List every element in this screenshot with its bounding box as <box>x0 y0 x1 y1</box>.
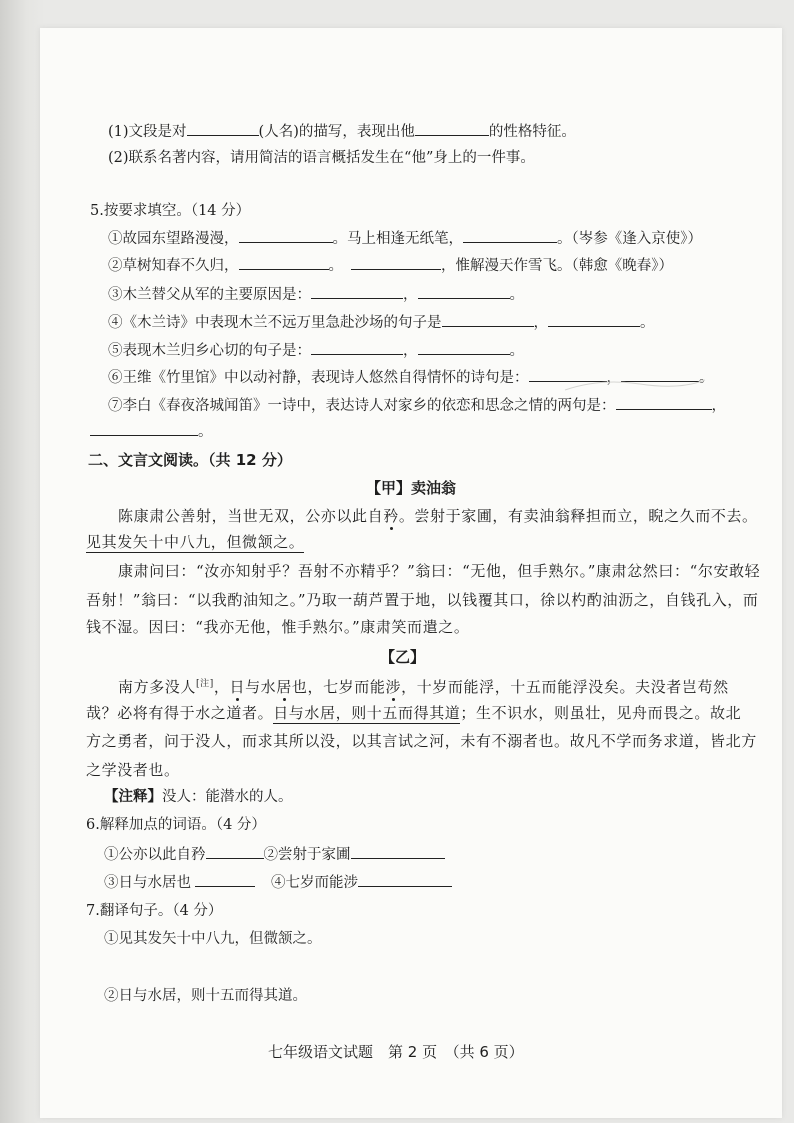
dotted-word: 矜 <box>383 507 399 525</box>
passage-yi-title: 【乙】 <box>380 648 426 666</box>
dotted-word: 居 <box>276 678 292 696</box>
q5-item-text: ， <box>403 287 418 303</box>
underlined-sentence: 见其发矢十中八九，但微颔之。 <box>86 533 305 551</box>
answer-blank[interactable] <box>351 255 441 270</box>
answer-blank[interactable] <box>415 121 489 136</box>
q6-item: ④七岁而能涉 <box>271 875 358 891</box>
q5-item-text: 。 <box>509 343 524 359</box>
q5-item-text: ， <box>403 343 418 359</box>
answer-blank[interactable] <box>90 421 198 436</box>
passage-text: 陈康肃公善射，当世无双，公亦以此自 <box>118 507 384 525</box>
passage-yi-line: 之学没者也。 <box>86 761 180 779</box>
dotted-word: 涉 <box>385 678 402 696</box>
answer-blank[interactable] <box>548 312 640 327</box>
passage-yi-line <box>118 674 729 697</box>
q4-sub1 <box>108 121 576 142</box>
answer-blank[interactable] <box>442 312 534 327</box>
answer-blank[interactable] <box>311 284 403 299</box>
q5-item-text: 。 <box>328 258 343 274</box>
q6-item: ①公亦以此自矜 <box>104 847 206 863</box>
q5-item-text: 。 <box>198 424 213 440</box>
answer-blank[interactable] <box>418 340 510 355</box>
q5-item-5 <box>108 340 524 361</box>
answer-blank[interactable] <box>463 228 557 243</box>
passage-text: 与水 <box>245 678 277 696</box>
note-text: 没人：能潜水的人。 <box>162 789 293 805</box>
q5-item-3 <box>108 284 524 305</box>
answer-blank[interactable] <box>206 844 264 859</box>
passage-jia-line: 康肃问曰：“汝亦知射乎？吾射不亦精乎？”翁曰：“无他，但手熟尔。”康肃忿然曰：“尔安敢轻 <box>118 562 761 580</box>
q5-item-text: ⑥王维《竹里馆》中以动衬静，表现诗人悠然自得情怀的诗句是： <box>108 370 529 386</box>
q5-item-text: ①故园东望路漫漫， <box>108 231 239 247</box>
passage-text: 。尝射于家圃，有卖油翁释担而立，睨之久而不去。 <box>398 507 758 525</box>
q5-item-1 <box>108 228 702 249</box>
q5-item-text: 。 <box>509 287 524 303</box>
passage-jia-line: 钱不湿。因曰：“我亦无他，惟手熟尔。”康肃笑而遣之。 <box>86 618 470 636</box>
q5-item-text: 。 <box>640 315 655 331</box>
passage-text: ， <box>213 678 230 696</box>
q6-item: ③日与水居也 <box>104 875 191 891</box>
q5-item-7-cont <box>90 421 213 442</box>
q5-item-text: ，惟解漫天作雪飞。（韩愈《晚春》） <box>441 258 673 274</box>
q6-item: ②尝射于家圃 <box>263 847 351 863</box>
q5-item-text: 。 <box>699 370 714 386</box>
q6-title: 6.解释加点的词语。（4 分） <box>86 817 266 833</box>
answer-blank[interactable] <box>239 255 329 270</box>
annotation-note <box>104 787 293 807</box>
passage-text: ；生不识水，则虽壮，见舟而畏之。故北 <box>460 704 742 722</box>
dotted-word: 日 <box>229 678 246 696</box>
passage-text: ，十岁而能浮，十五而能浮没矣。夫没者岂苟然 <box>401 678 729 696</box>
answer-blank[interactable] <box>351 844 445 859</box>
q5-item-text: 。马上相逢无纸笔， <box>332 231 463 247</box>
q4-sub1-mid: (人名)的描写，表现出他 <box>258 124 415 140</box>
q5-item-text: 。（岑参《逢入京使》） <box>557 231 702 247</box>
q7-sentence-2: ②日与水居，则十五而得其道。 <box>104 988 307 1004</box>
q5-item-text: ， <box>711 398 726 414</box>
underlined-sentence: 日与水居，则十五而得其道 <box>273 704 461 722</box>
passage-jia-title: 【甲】卖油翁 <box>366 479 457 497</box>
passage-jia-line: 吾射！”翁曰：“以我酌油知之。”乃取一葫芦置于地，以钱覆其口，徐以杓酌油沥之，自钱孔入，而 <box>86 591 759 609</box>
passage-yi-line <box>86 703 741 723</box>
q6-row-2 <box>104 872 452 893</box>
passage-text: 哉？必将有得于水之道者。 <box>86 704 274 722</box>
page-footer: 七年级语文试题 第 2 页 （共 6 页） <box>268 1043 524 1061</box>
q4-sub1-end: 的性格特征。 <box>488 124 576 140</box>
footnote-marker: [注] <box>196 679 214 689</box>
q5-item-text: ③木兰替父从军的主要原因是： <box>108 287 311 303</box>
note-label: 【注释】 <box>104 789 162 805</box>
q4-sub1-prefix: (1)文段是对 <box>108 124 187 140</box>
answer-blank[interactable] <box>195 872 255 887</box>
passage-jia-line <box>86 532 304 552</box>
passage-yi-line: 方之勇者，问于没人，而求其所以没，以其言试之河，未有不溺者也。故凡不学而务求道，皆北方 <box>86 732 757 750</box>
q5-item-text: ， <box>533 315 548 331</box>
q7-title: 7.翻译句子。（4 分） <box>86 903 223 919</box>
scan-smudge <box>560 370 710 400</box>
q5-item-text: ②草树知春不久归， <box>108 258 239 274</box>
answer-blank[interactable] <box>418 284 510 299</box>
q5-item-text: ⑦李白《春夜洛城闻笛》一诗中，表达诗人对家乡的依恋和思念之情的两句是： <box>108 398 616 414</box>
q4-sub2: (2)联系名著内容，请用简洁的语言概括发生在“他”身上的一件事。 <box>108 150 535 166</box>
section-heading: 二、文言文阅读。（共 12 分） <box>88 451 292 469</box>
q6-row-1 <box>104 844 445 865</box>
q5-item-text: ⑤表现木兰归乡心切的句子是： <box>108 343 311 359</box>
q5-title: 5.按要求填空。（14 分） <box>90 203 251 219</box>
q5-item-text: ， <box>606 370 621 386</box>
answer-blank[interactable] <box>358 872 452 887</box>
q7-sentence-1: ①见其发矢十中八九，但微颔之。 <box>104 931 322 947</box>
answer-blank[interactable] <box>311 340 403 355</box>
passage-jia-line <box>118 506 758 526</box>
q5-item-text: ④《木兰诗》中表现木兰不远万里急赴沙场的句子是 <box>108 315 442 331</box>
passage-text: 南方多没人 <box>118 678 197 696</box>
passage-text: 也，七岁而能 <box>291 678 386 696</box>
answer-blank[interactable] <box>187 121 259 136</box>
q5-item-4 <box>108 312 655 333</box>
q5-item-2 <box>108 255 673 276</box>
answer-blank[interactable] <box>239 228 333 243</box>
